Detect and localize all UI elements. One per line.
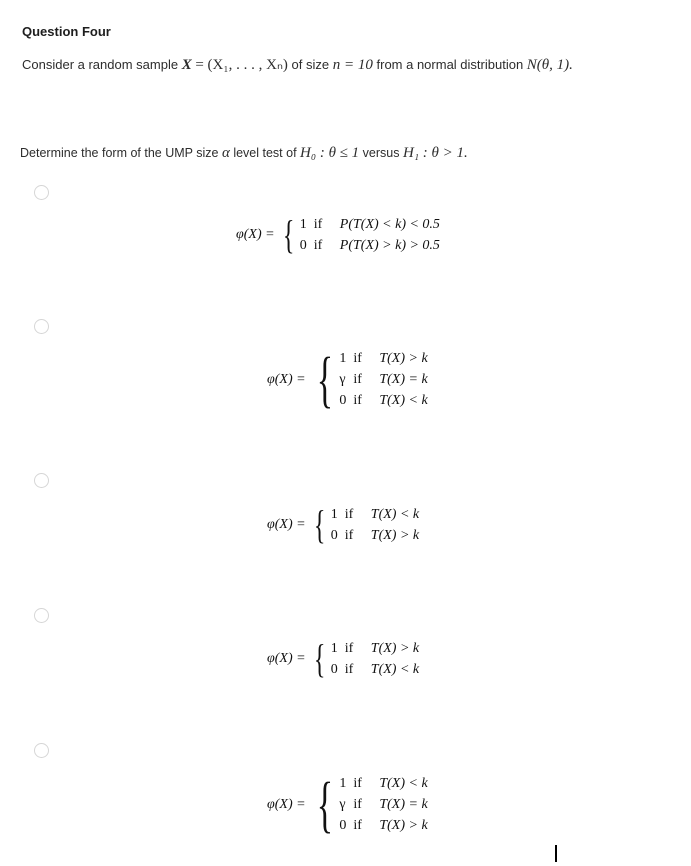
case-value: 1 — [330, 506, 338, 522]
option-3-row-2 — [331, 525, 419, 546]
option-3-lhs: φ(X) = — [267, 517, 306, 532]
case-value: 1 — [330, 640, 338, 656]
case-if: if — [353, 796, 362, 812]
case-condition: P(T(X) > k) > 0.5 — [339, 237, 440, 253]
option-2-row-2 — [339, 369, 427, 390]
option-2-row-1 — [339, 348, 427, 369]
option-1-lhs: φ(X) = — [236, 227, 275, 242]
case-condition: T(X) > k — [379, 817, 428, 833]
option-2-radio[interactable] — [34, 319, 49, 334]
case-value: 1 — [339, 350, 347, 366]
prompt-alpha: α — [221, 145, 230, 161]
text-cursor — [555, 845, 557, 862]
option-4-formula — [267, 638, 419, 680]
option-3-brace: { — [313, 502, 325, 547]
case-condition: T(X) > k — [370, 527, 420, 543]
case-value: 0 — [339, 817, 347, 833]
prompt-alt-hypothesis: H₁ : θ > 1. — [402, 145, 468, 161]
case-condition: T(X) > k — [379, 350, 428, 366]
case-if: if — [313, 216, 323, 232]
case-if: if — [313, 237, 323, 253]
option-2-lhs: φ(X) = — [267, 371, 306, 387]
case-if: if — [344, 506, 354, 522]
case-condition: T(X) < k — [370, 506, 420, 522]
option-2-brace: { — [316, 345, 333, 414]
option-3-radio[interactable] — [34, 473, 49, 488]
case-value: γ — [339, 371, 346, 387]
case-value: 0 — [339, 392, 347, 408]
option-1-formula — [236, 214, 440, 256]
case-condition: T(X) > k — [370, 640, 420, 656]
option-2-row-3 — [339, 390, 427, 411]
case-condition: T(X) = k — [379, 796, 428, 812]
case-if: if — [353, 350, 362, 366]
case-condition: T(X) = k — [379, 371, 428, 387]
case-if: if — [344, 640, 354, 656]
question-title: Question Four — [22, 24, 111, 39]
option-3-row-1 — [331, 504, 419, 525]
case-condition: P(T(X) < k) < 0.5 — [339, 216, 440, 232]
option-4-radio[interactable] — [34, 608, 49, 623]
option-3-formula — [267, 504, 419, 546]
case-condition: T(X) < k — [379, 392, 428, 408]
intro-sample-size: n = 10 — [332, 57, 373, 73]
option-4-lhs: φ(X) = — [267, 651, 306, 666]
case-if: if — [353, 392, 362, 408]
option-1-row-2 — [300, 235, 440, 256]
case-value: 0 — [330, 661, 338, 677]
option-5-row-3 — [339, 815, 427, 836]
intro-sample-symbol: X — [181, 57, 192, 73]
case-if: if — [344, 661, 354, 677]
option-5-row-1 — [339, 773, 427, 794]
intro-of-size: of size — [291, 57, 330, 72]
intro-distribution: N(θ, 1). — [526, 57, 573, 73]
case-value: 0 — [330, 527, 338, 543]
option-4-row-1 — [331, 638, 419, 659]
option-2-formula — [267, 345, 428, 414]
prompt-level: level test of — [233, 146, 297, 160]
option-5-radio[interactable] — [34, 743, 49, 758]
intro-from: from a normal distribution — [376, 57, 524, 72]
option-5-formula — [267, 770, 428, 839]
case-value: 1 — [299, 216, 307, 232]
case-value: 0 — [299, 237, 307, 253]
option-4-brace: { — [313, 636, 325, 681]
option-1-radio[interactable] — [34, 185, 49, 200]
option-5-lhs: φ(X) = — [267, 796, 306, 812]
option-4-row-2 — [331, 659, 419, 680]
option-1-brace: { — [282, 212, 294, 257]
option-1-row-1 — [300, 214, 440, 235]
prompt-null-hypothesis: H₀ : θ ≤ 1 — [300, 145, 360, 161]
option-5-brace: { — [316, 770, 333, 839]
question-prompt — [20, 145, 468, 162]
case-value: 1 — [339, 775, 347, 791]
case-if: if — [344, 527, 354, 543]
case-value: γ — [339, 796, 346, 812]
case-if: if — [353, 817, 362, 833]
case-condition: T(X) < k — [370, 661, 420, 677]
prompt-text: Determine the form of the UMP size — [20, 146, 219, 160]
intro-sample-def: = (X₁, . . . , Xₙ) — [195, 57, 288, 73]
prompt-versus: versus — [362, 146, 400, 160]
case-if: if — [353, 371, 362, 387]
case-if: if — [353, 775, 362, 791]
option-5-row-2 — [339, 794, 427, 815]
case-condition: T(X) < k — [379, 775, 428, 791]
question-intro — [22, 55, 573, 74]
intro-text: Consider a random sample — [22, 57, 179, 72]
